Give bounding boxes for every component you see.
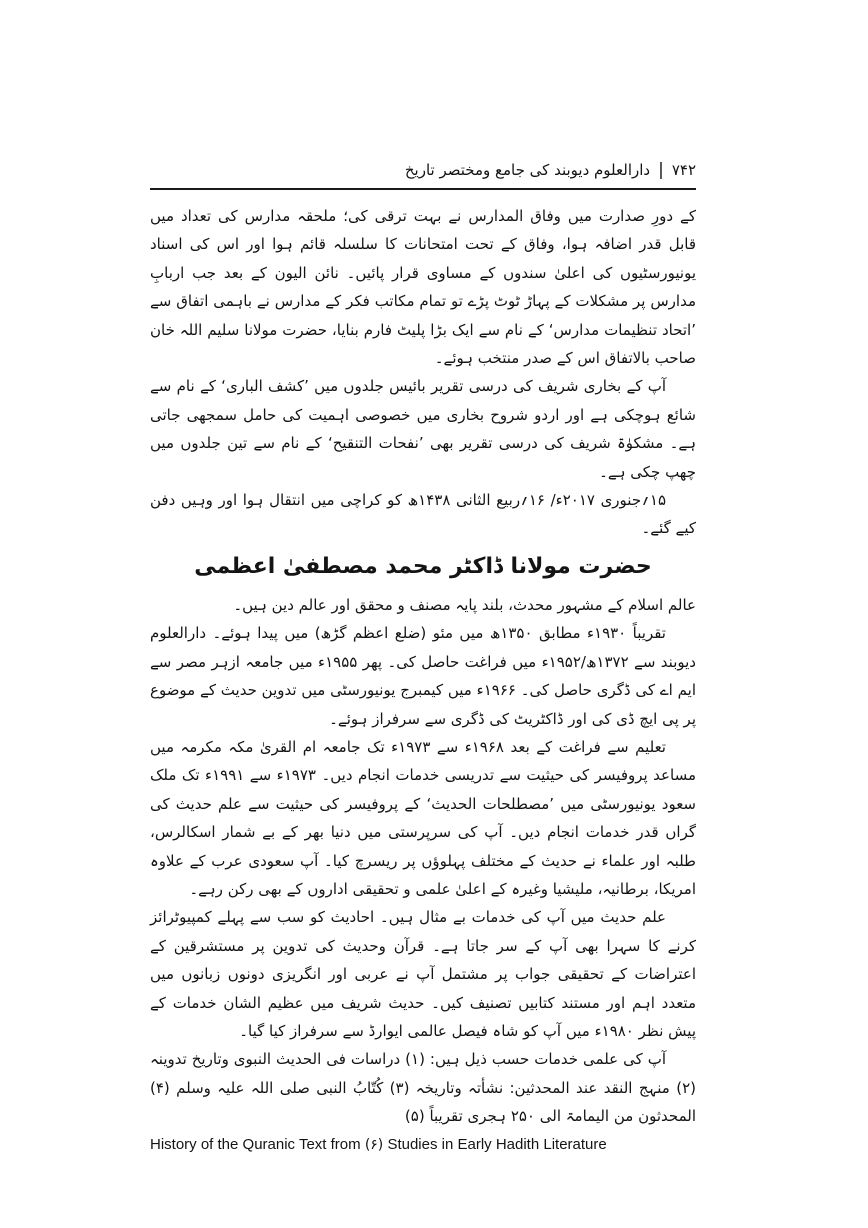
page-number: ۷۴۲ bbox=[671, 161, 696, 179]
paragraph: تقریباً ۱۹۳۰ء مطابق ۱۳۵۰ھ میں مئو (ضلع اعظم گڑھ) میں پیدا ہوئے۔ دارالعلوم دیوبند سے ۱۳۷۲ھ/۱۹۵۲ء میں فراغت حاصل کی۔ پھر ۱۹۵۵ء میں جامعہ ازہر مصر سے ایم اے کی ڈگری حاصل کی۔ ۱۹۶۶ء میں کیمبرج یونیورسٹی میں تدوین حدیث کے موضوع پر پی ایچ ڈی کی اور ڈاکٹریٹ کی ڈگری سے سرفراز ہوئے۔ bbox=[150, 624, 696, 728]
section-heading: حضرت مولانا ڈاکٹر محمد مصطفیٰ اعظمی bbox=[194, 553, 652, 579]
paragraph: آپ کے بخاری شریف کی درسی تقریر بائیس جلدوں میں ’کشف الباری‘ کے نام سے شائع ہوچکی ہے اور اردو شروح بخاری میں خصوصی اہمیت کی حامل سمجھی جاتی ہے۔ مشکوٰۃ شریف کی درسی تقریر بھی ’نفحات التنقیح‘ کے نام سے تین جلدوں میں چھپ چکی ہے۔ bbox=[150, 377, 696, 481]
paragraph: علم حدیث میں آپ کی خدمات بے مثال ہیں۔ احادیث کو سب سے پہلے کمپیوٹرائز کرنے کا سہرا بھی آپ کے سر جاتا ہے۔ قرآن وحدیث کی تدوین پر مستشرقین کے اعتراضات کے تحقیقی جواب پر مشتمل آپ نے عربی اور انگریزی دونوں زبانوں میں متعدد اہم اور مستند کتابیں تصنیف کیں۔ حدیث شریف میں عظیم الشان خدمات کے پیش نظر ۱۹۸۰ء میں آپ کو شاہ فیصل عالمی ایوارڈ سے سرفراز کیا گیا۔ bbox=[150, 908, 696, 1040]
english-title-left: History of the Quranic Text from bbox=[150, 1135, 361, 1153]
running-header bbox=[150, 158, 696, 190]
english-title-right: Studies in Early Hadith Literature bbox=[387, 1135, 607, 1153]
paragraph: تعلیم سے فراغت کے بعد ۱۹۶۸ء سے ۱۹۷۳ء تک جامعہ ام القریٰ مکہ مکرمہ میں مساعد پروفیسر کی حیثیت سے تدریسی خدمات انجام دیں۔ ۱۹۷۳ء سے ۱۹۹۱ء تک ملک سعود یونیورسٹی میں ’مصطلحات الحدیث‘ کے پروفیسر کی حیثیت سے علم حدیث کی گراں قدر خدمات انجام دیں۔ آپ کی سرپرستی میں دنیا بھر کے بے شمار اسکالرس، طلبہ اور علماء نے حدیث کے مختلف پہلوؤں پر ریسرچ کیا۔ آپ سعودی عرب کے علاوہ امریکا، برطانیہ، ملیشیا وغیرہ کے اعلیٰ علمی و تحقیقی اداروں کے بھی رکن رہے۔ bbox=[150, 737, 696, 898]
header-inner bbox=[405, 158, 696, 182]
english-titles-line bbox=[150, 1133, 696, 1157]
paragraph: آپ کی علمی خدمات حسب ذیل ہیں: (۱) دراسات فی الحدیث النبوی وتاریخ تدوینہ (۲) منہج النقد عند المحدثین: نشأتہ وتاریخہ (۳) کُتّابُ النبی صلی اللہ علیہ وسلم (۴) المحدثون من الیمامۃ الی ۲۵۰ ہجری تقریباً (۵) bbox=[150, 1050, 696, 1126]
page-body bbox=[150, 202, 696, 1157]
list-numeral: (۶) bbox=[364, 1136, 384, 1153]
paragraph: ۱۵؍جنوری ۲۰۱۷ء/ ۱۶؍ربیع الثانی ۱۴۳۸ھ کو کراچی میں انتقال ہوا اور وہیں دفن کیے گئے۔ bbox=[150, 491, 696, 538]
header-separator: | bbox=[658, 160, 664, 180]
paragraph-continued: کے دورِ صدارت میں وفاق المدارس نے بہت ترقی کی؛ ملحقہ مدارس کی تعداد میں قابل قدر اضافہ ہوا، وفاق کے تحت امتحانات کا سلسلہ قائم ہوا اور اس کی اسناد یونیورسٹیوں کی اعلیٰ سندوں کے مساوی قرار پائیں۔ نائن الیون کے بعد جب اربابِ مدارس پر مشکلات کے پہاڑ ٹوٹ پڑے تو تمام مکاتب فکر کے مدارس نے باہمی اتفاق سے ’اتحاد تنظیمات مدارس‘ کے نام سے ایک بڑا پلیٹ فارم بنایا، حضرت مولانا سلیم اللہ خان صاحب بالاتفاق اس کے صدر منتخب ہوئے۔ bbox=[150, 207, 696, 368]
paragraph: عالم اسلام کے مشہور محدث، بلند پایہ مصنف و محقق اور عالم دین ہیں۔ bbox=[233, 595, 696, 614]
book-title: دارالعلوم دیوبند کی جامع ومختصر تاریخ bbox=[404, 161, 651, 179]
